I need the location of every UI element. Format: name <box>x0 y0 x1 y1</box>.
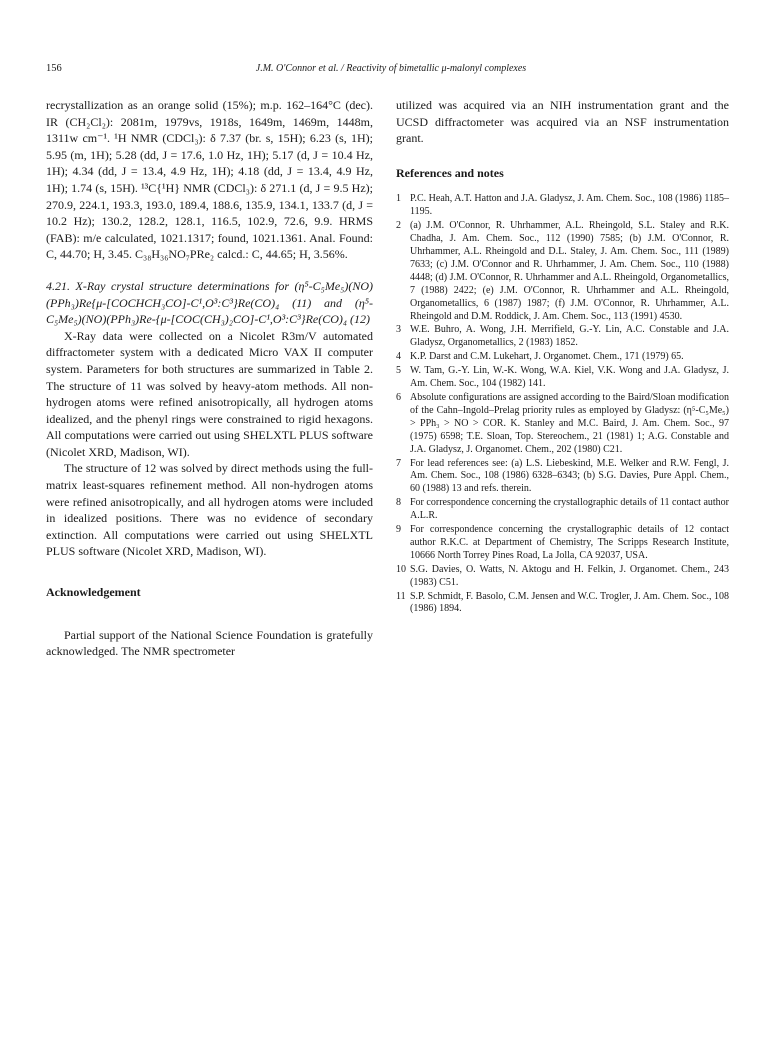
reference-item <box>396 220 729 323</box>
reference-number: 4 <box>396 351 401 363</box>
right-column <box>396 97 729 617</box>
acknowledgement-heading: Acknowledgement <box>46 585 141 600</box>
reference-item <box>396 351 729 364</box>
reference-number: 6 <box>396 391 401 403</box>
running-head: J.M. O'Connor et al. / Reactivity of bimetallic μ-malonyl complexes <box>255 63 527 74</box>
reference-item <box>396 193 729 219</box>
reference-text: For lead references see: (a) L.S. Liebeskind, M.E. Welker and R.W. Fengl, J. Am. Chem. Soc., 108 (1986) 6328–6343; (b) S.G. Davies, Pure Appl. Chem., 60 (1988) 13 and refs. therein. <box>410 457 729 495</box>
reference-number: 3 <box>396 324 401 336</box>
reference-item <box>396 324 729 350</box>
paragraph-continued: recrystallization as an orange solid (15%); m.p. 162–164°C (dec). IR (CH₂Cl₂): 2081m, 1979vs, 1918s, 1649m, 1469m, 1448m, 1311w cm⁻¹. ¹H NMR (CDCl₃): δ 7.37 (br. s, 15H); 6.23 (s, 1H); 5.95 (m, 1H); 5.28 (dd, J = 17.6, 1.0 Hz, 1H); 5.17 (d, J = 10.4 Hz, 1H); 4.34 (dd, J = 13.4, 4.9 Hz, 1H); 4.18 (dd, J = 13.4, 4.9 Hz, 1H); 1.74 (s, 15H). ¹³C{¹H} NMR (CDCl₃): δ 271.1 (d, J = 9.5 Hz); 270.9, 224.1, 193.3, 193.0, 189.4, 188.6, 135.9, 134.1, 133.7 (d, J = 10.2 Hz); 130.2, 128.2, 128.1, 116.5, 102.9, 72.6, 9.9. HRMS (FAB): m/e calculated, 1021.1317; found, 1021.1361. Anal. Found: C, 44.70; H, 3.45. C₃₈H₃₆NO₇PRe₂ calcd.: C, 44.65; H, 3.56%. <box>46 98 373 262</box>
reference-text: P.C. Heah, A.T. Hatton and J.A. Gladysz, J. Am. Chem. Soc., 108 (1986) 1185–1195. <box>410 193 729 218</box>
reference-item <box>396 458 729 497</box>
reference-item <box>396 591 729 617</box>
reference-text: For correspondence concerning the crystallographic details of 12 contact author R.K.C. at Department of Chemistry, The Scripps Research Institute, 10666 North Torrey Pines Road, La Jolla, CA 92037, USA. <box>410 524 729 561</box>
reference-item <box>396 497 729 523</box>
reference-text: W.E. Buhro, A. Wong, J.H. Merrifield, G.-Y. Lin, A.C. Constable and J.A. Gladysz, Organometallics, 2 (1983) 1852. <box>410 324 729 349</box>
reference-text: K.P. Darst and C.M. Lukehart, J. Organomet. Chem., 171 (1979) 65. <box>410 351 684 363</box>
paragraph-structure-12: The structure of 12 was solved by direct methods using the full-matrix least-squares refinement method. All non-hydrogen atoms were refined anisotropically, and all hydrogen atoms were included in idealized positions. There was no evidence of secondary extinction. All computations were carried out using SHELXTL PLUS software (Nicolet XRD, Madison, WI). <box>46 461 373 559</box>
reference-text: (a) J.M. O'Connor, R. Uhrhammer, A.L. Rheingold, S.L. Staley and R.K. Chadha, J. Am. Chem. Soc., 112 (1990) 7585; (b) J.M. O'Connor, R. Uhrhammer, A.L. Rheingold and D.L. Staley, J. Am. Chem. Soc., 111 (1989) 7633; (c) J.M. O'Connor and R. Uhrhammer, J. Am. Chem. Soc., 110 (1988) 4448; (d) J.M. O'Connor, R. Uhrhammer and A.L. Rheingold, Organometallics, 7 (1988) 2422; (e) J.M. O'Connor, R. Uhrhammer and A.L. Rheingold, Organometallics, 6 (1987) 1987; (f) J.M. O'Connor, R. Uhrhammer, A.L. Rheingold and D.M. Roddick, J. Am. Chem. Soc., 113 (1991) 4530. <box>410 220 729 322</box>
reference-item <box>396 392 729 457</box>
reference-item <box>396 524 729 563</box>
reference-text: S.G. Davies, O. Watts, N. Aktogu and H. Felkin, J. Organomet. Chem., 243 (1983) C51. <box>410 563 729 588</box>
reference-number: 11 <box>396 590 406 602</box>
reference-number: 10 <box>396 563 406 575</box>
paragraph-xray-data: X-Ray data were collected on a Nicolet R3m/V automated diffractometer system with a dedicated Micro VAX II computer system. Parameters for both structures are summarized in Table 2. The structure of 11 was solved by heavy-atom methods. All non-hydrogen atoms were refined anisotropically, all hydrogen atoms idealized, and the phenyl rings were constrained to rigid hexagons. All computations were carried out using SHELXTL PLUS software (Nicolet XRD, Madison, WI). <box>46 328 373 459</box>
reference-number: 2 <box>396 220 401 232</box>
reference-list <box>396 193 729 616</box>
page-header <box>46 63 736 79</box>
reference-number: 5 <box>396 365 401 377</box>
references-heading: References and notes <box>396 165 504 180</box>
reference-item <box>396 564 729 590</box>
reference-number: 1 <box>396 193 401 205</box>
left-column <box>46 97 373 660</box>
reference-text: For correspondence concerning the crystallographic details of 11 contact author A.L.R. <box>410 497 729 522</box>
acknowledgement-continued: utilized was acquired via an NIH instrumentation grant and the UCSD diffractometer was acquired via an NSF instrumentation grant. <box>396 98 729 146</box>
acknowledgement-body: Partial support of the National Science Foundation is gratefully acknowledged. The NMR spectrometer <box>46 627 373 659</box>
reference-text: Absolute configurations are assigned according to the Baird/Sloan modification of the Cahn–Ingold–Prelag priority rules as employed by Gladysz: (η⁵-C₅Me₅) > PPh₃ > NO > COR. K. Stanley and M.C. Baird, J. Am. Chem. Soc., 97 (1975) 6598; T.E. Sloan, Top. Stereochem., 21 (1981) 1; A.G. Constable and J.A. Gladysz, J. Organomet. Chem., 202 (1980) C21. <box>410 391 729 455</box>
reference-number: 8 <box>396 497 401 509</box>
reference-number: 9 <box>396 524 401 536</box>
reference-text: S.P. Schmidt, F. Basolo, C.M. Jensen and W.C. Trogler, J. Am. Chem. Soc., 108 (1986) 1894. <box>410 590 729 615</box>
reference-number: 7 <box>396 457 401 469</box>
page-number: 156 <box>46 63 62 74</box>
reference-text: W. Tam, G.-Y. Lin, W.-K. Wong, W.A. Kiel, V.K. Wong and J.A. Gladysz, J. Am. Chem. Soc., 104 (1982) 141. <box>410 365 729 390</box>
section-heading: 4.21. X-Ray crystal structure determinations for (η⁵-C₅Me₅)(NO)(PPh₃)Re{μ-[COCHCH₃CO]-C¹,O³:C³}Re(CO)₄ (11) and (η⁵-C₅Me₅)(NO)(PPh₃)Re-{μ-[COC(CH₃)₂CO]-C¹,O³:C³}Re(CO)₄ (12) <box>46 278 373 327</box>
reference-item <box>396 365 729 391</box>
